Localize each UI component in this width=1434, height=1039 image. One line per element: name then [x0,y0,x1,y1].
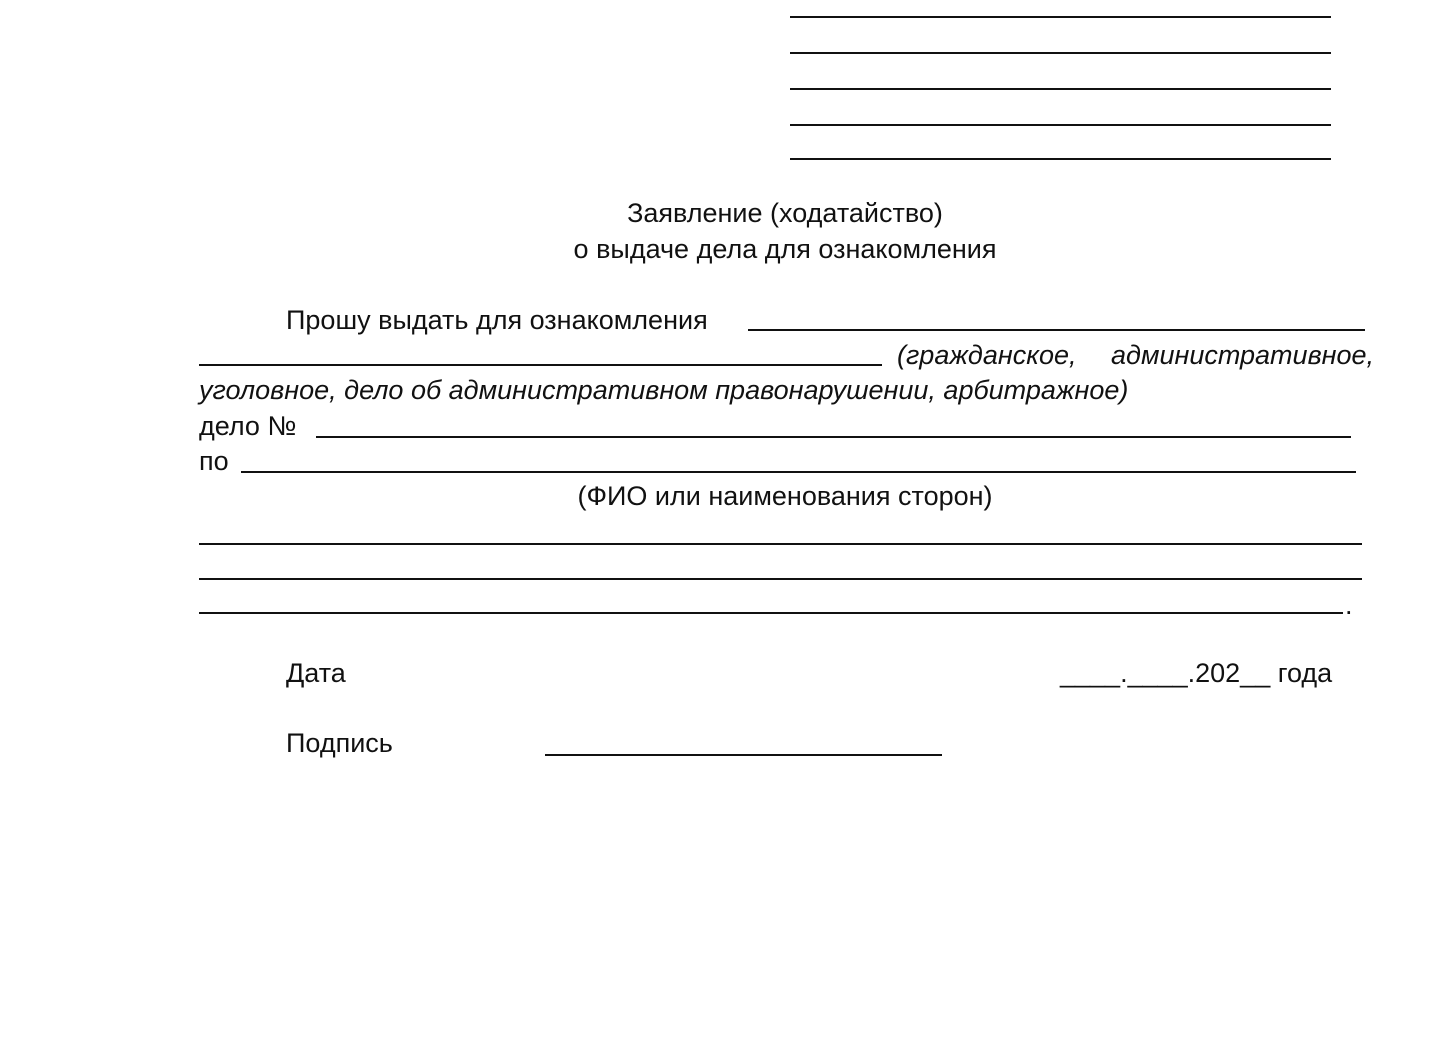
case-type-hint-line2: уголовное, дело об административном правонарушении, арбитражное) [199,375,1129,405]
court-name-field-continued[interactable] [199,364,882,366]
request-prefix: Прошу выдать для ознакомления [286,305,708,335]
parties-field[interactable] [241,471,1356,473]
parties-prefix: по [199,446,229,476]
addressee-line[interactable] [790,124,1331,126]
addressee-line[interactable] [790,158,1331,160]
signature-label: Подпись [286,728,393,758]
end-period: . [1345,590,1353,620]
parties-field-line[interactable] [199,578,1362,580]
date-label: Дата [286,658,346,688]
addressee-line[interactable] [790,88,1331,90]
parties-field-line[interactable] [199,612,1343,614]
court-name-field[interactable] [748,329,1365,331]
date-field[interactable]: ____.____.202__ года [1060,658,1333,688]
parties-caption: (ФИО или наименования сторон) [577,481,993,511]
addressee-line[interactable] [790,16,1331,18]
document-subtitle: о выдаче дела для ознакомления [573,234,997,264]
document-title: Заявление (ходатайство) [627,198,943,228]
addressee-line[interactable] [790,52,1331,54]
case-type-hint-part1: (гражданское, [897,340,1077,370]
signature-field[interactable] [545,754,942,756]
parties-field-line[interactable] [199,543,1362,545]
case-type-hint-part2: административное, [1111,340,1375,370]
case-number-field[interactable] [316,436,1351,438]
case-number-label: дело № [199,411,297,441]
